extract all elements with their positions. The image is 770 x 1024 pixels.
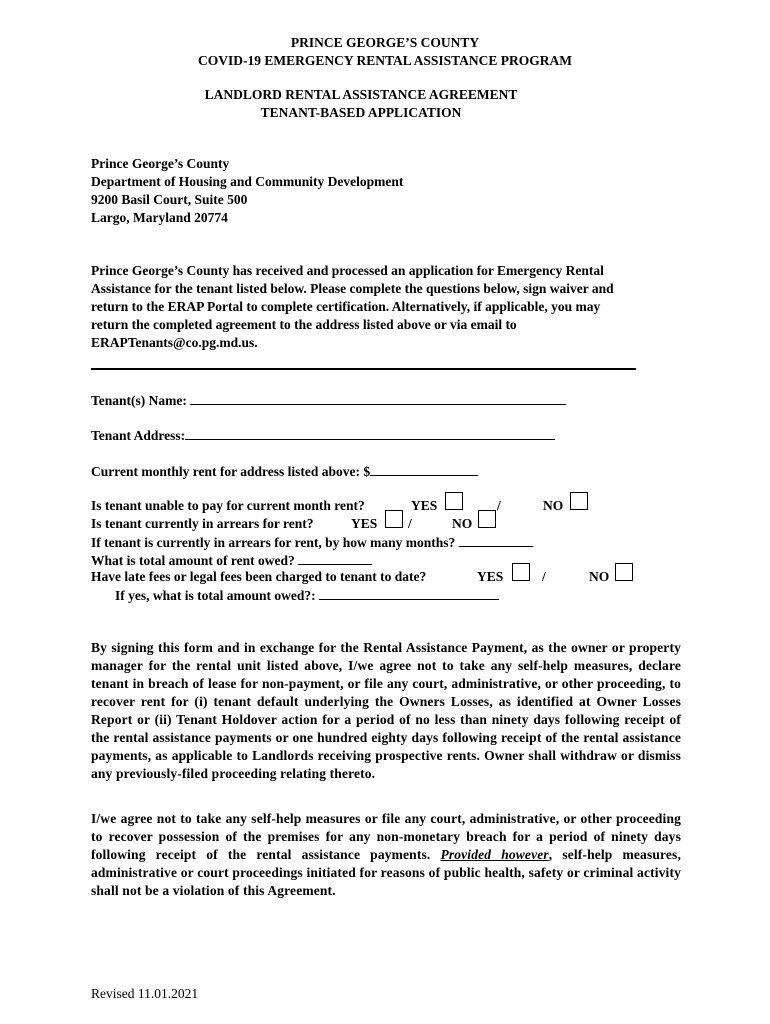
q5-no-checkbox[interactable] — [615, 563, 633, 581]
header-line-program: COVID-19 EMERGENCY RENTAL ASSISTANCE PROGRAM — [197, 53, 573, 68]
fees-owed-field[interactable] — [319, 586, 499, 600]
monthly-rent-label: Current monthly rent for address listed above: $ — [91, 464, 371, 479]
q2-no-label: NO — [452, 516, 473, 531]
q5-slash: / — [542, 569, 546, 584]
question-2-text: Is tenant currently in arrears for rent? — [91, 516, 314, 531]
q1-no-checkbox[interactable] — [570, 492, 588, 510]
q1-yes-label: YES — [411, 498, 438, 513]
q1-no-label: NO — [543, 498, 564, 513]
agreement-paragraph-2 — [91, 810, 681, 900]
question-5-text: Have late fees or legal fees been charged to tenant to date? — [91, 569, 427, 584]
arrears-months-field[interactable] — [459, 533, 533, 547]
question-6-row — [115, 586, 499, 604]
header-line-county: PRINCE GEORGE’S COUNTY — [290, 35, 480, 50]
header-line-agreement: LANDLORD RENTAL ASSISTANCE AGREEMENT — [204, 87, 518, 102]
tenant-address-field[interactable] — [185, 426, 555, 440]
question-4-row — [91, 551, 372, 569]
provided-however-text: Provided however — [440, 847, 549, 862]
monthly-rent-row — [91, 462, 478, 480]
question-1-text: Is tenant unable to pay for current month rent? — [91, 498, 365, 513]
agreement-paragraph-1: By signing this form and in exchange for the Rental Assistance Payment, as the owner or property manager for the rental unit listed above, I/we agree not to take any self-help measures, declare tenant in breach of lease for non-payment, or file any court, administrative, or other proceeding, to recover rent for (i) tenant default underlying the Owners Losses, as identified at Owner Losses Report or (ii) Tenant Holdover action for a period of no less than ninety days following receipt of the rental assistance payments or one hundred eighty days following receipt of the rental assistance payments, as applicable to Landlords receiving prospective rents. Owner shall withdraw or dismiss any previously-filed proceeding relating thereto. — [91, 640, 681, 781]
question-4-text: What is total amount of rent owed? — [91, 553, 295, 568]
header-line-application: TENANT-BASED APPLICATION — [260, 105, 462, 120]
address-line-3: 9200 Basil Court, Suite 500 — [91, 192, 248, 207]
question-3-row — [91, 533, 533, 551]
q1-slash: / — [497, 498, 501, 513]
address-line-4: Largo, Maryland 20774 — [91, 210, 228, 225]
q2-no-checkbox[interactable] — [478, 510, 496, 528]
q2-yes-label: YES — [351, 516, 378, 531]
address-line-2: Department of Housing and Community Development — [91, 174, 404, 189]
tenant-name-field[interactable] — [190, 391, 566, 405]
q1-yes-checkbox[interactable] — [445, 492, 463, 510]
tenant-address-label: Tenant Address: — [91, 428, 186, 443]
address-line-1: Prince George’s County — [91, 156, 230, 171]
divider-line — [91, 368, 636, 370]
intro-paragraph: Prince George’s County has received and processed an application for Emergency Rental Assistance for the tenant listed below. Please complete the questions below, sign waiver and return to the ERAP Portal to complete certification. Alternatively, if applicable, you may return the completed agreement to the address listed above or via email to ERAPTenants@co.pg.md.us. — [91, 263, 614, 350]
rent-owed-field[interactable] — [298, 551, 372, 565]
tenant-name-row — [91, 391, 566, 409]
q5-yes-checkbox[interactable] — [512, 563, 530, 581]
revision-date: Revised 11.01.2021 — [91, 986, 199, 1001]
q2-yes-checkbox[interactable] — [385, 510, 403, 528]
tenant-name-label: Tenant(s) Name: — [91, 393, 187, 408]
question-6-text: If yes, what is total amount owed?: — [115, 588, 316, 603]
q5-yes-label: YES — [477, 569, 504, 584]
agreement-p2-start: I/we agree not to take any self-help measures or file any court, administrative, or other proceeding to recover possession of the premises for any non-monetary breach for a period of ninety days following receipt of the rental assistance payments. — [91, 811, 681, 862]
question-3-text: If tenant is currently in arrears for rent, by how many months? — [91, 535, 456, 550]
q2-slash: / — [408, 516, 412, 531]
agreement-p2-end: , self-help measures, administrative or court proceedings initiated for reasons of public health, safety or criminal activity shall not be a violation of this Agreement. — [91, 847, 681, 898]
monthly-rent-field[interactable] — [370, 462, 478, 476]
q5-no-label: NO — [589, 569, 610, 584]
tenant-address-row — [91, 426, 555, 444]
